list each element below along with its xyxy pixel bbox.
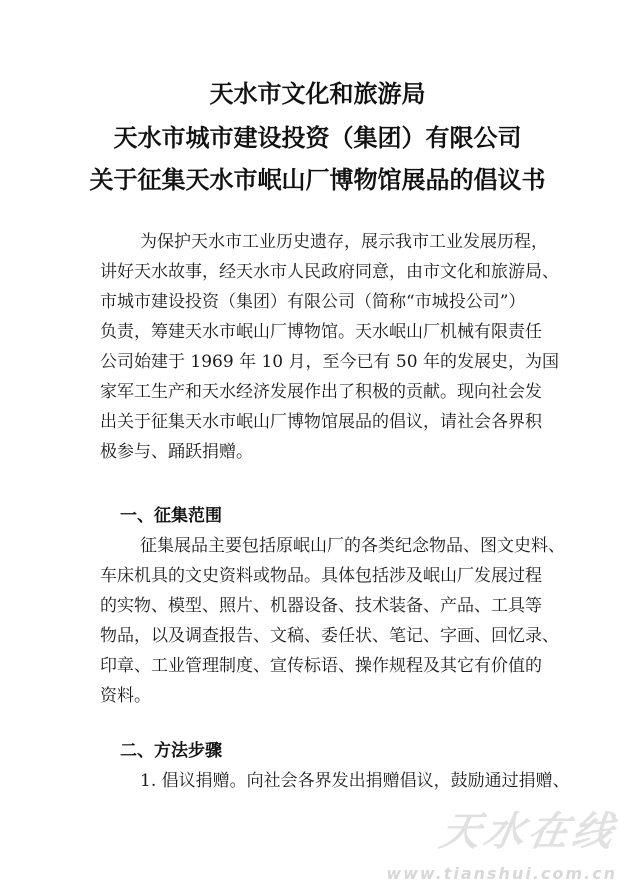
title-line-3: 关于征集天水市岷山厂博物馆展品的倡议书 — [89, 166, 546, 194]
scope-line: 的实物、模型、照片、机器设备、技术装备、产品、工具等 — [100, 596, 542, 616]
section-heading-method: 二、方法步骤 — [120, 741, 222, 761]
scope-line: 车床机具的文史资料或物品。具体包括涉及岷山厂发展过程 — [100, 566, 542, 586]
title-line-1: 天水市文化和旅游局 — [209, 80, 426, 108]
scope-line: 征集展品主要包括原岷山厂的各类纪念物品、图文史料、 — [140, 536, 565, 556]
scope-line: 资料。 — [100, 686, 151, 706]
intro-line: 公司始建于 1969 年 10 月，至今已有 50 年的发展史，为国 — [100, 352, 559, 372]
watermark-url: www.tianshui.com.cn — [386, 864, 617, 883]
title-line-2: 天水市城市建设投资（集团）有限公司 — [113, 124, 522, 152]
intro-line: 讲好天水故事，经天水市人民政府同意，由市文化和旅游局、 — [100, 262, 559, 282]
intro-line: 为保护天水市工业历史遗存，展示我市工业发展历程， — [140, 232, 548, 252]
section-heading-scope: 一、征集范围 — [120, 506, 222, 526]
intro-line: 负责，筹建天水市岷山厂博物馆。天水岷山厂机械有限责任 — [100, 322, 542, 342]
watermark-logo: 天水在线 — [436, 809, 621, 855]
intro-line: 家军工生产和天水经济发展作出了积极的贡献。现向社会发 — [100, 382, 542, 402]
intro-line: 出关于征集天水市岷山厂博物馆展品的倡议，请社会各界积 — [100, 412, 542, 432]
scope-line: 物品，以及调查报告、文稿、委任状、笔记、字画、回忆录、 — [100, 626, 559, 646]
intro-line: 极参与、踊跃捐赠。 — [100, 442, 253, 462]
method-line: 1. 倡议捐赠。向社会各界发出捐赠倡议，鼓励通过捐赠、 — [140, 771, 570, 791]
intro-line: 市城市建设投资（集团）有限公司（简称“市城投公司”） — [100, 292, 526, 312]
scope-line: 印章、工业管理制度、宣传标语、操作规程及其它有价值的 — [100, 656, 542, 676]
